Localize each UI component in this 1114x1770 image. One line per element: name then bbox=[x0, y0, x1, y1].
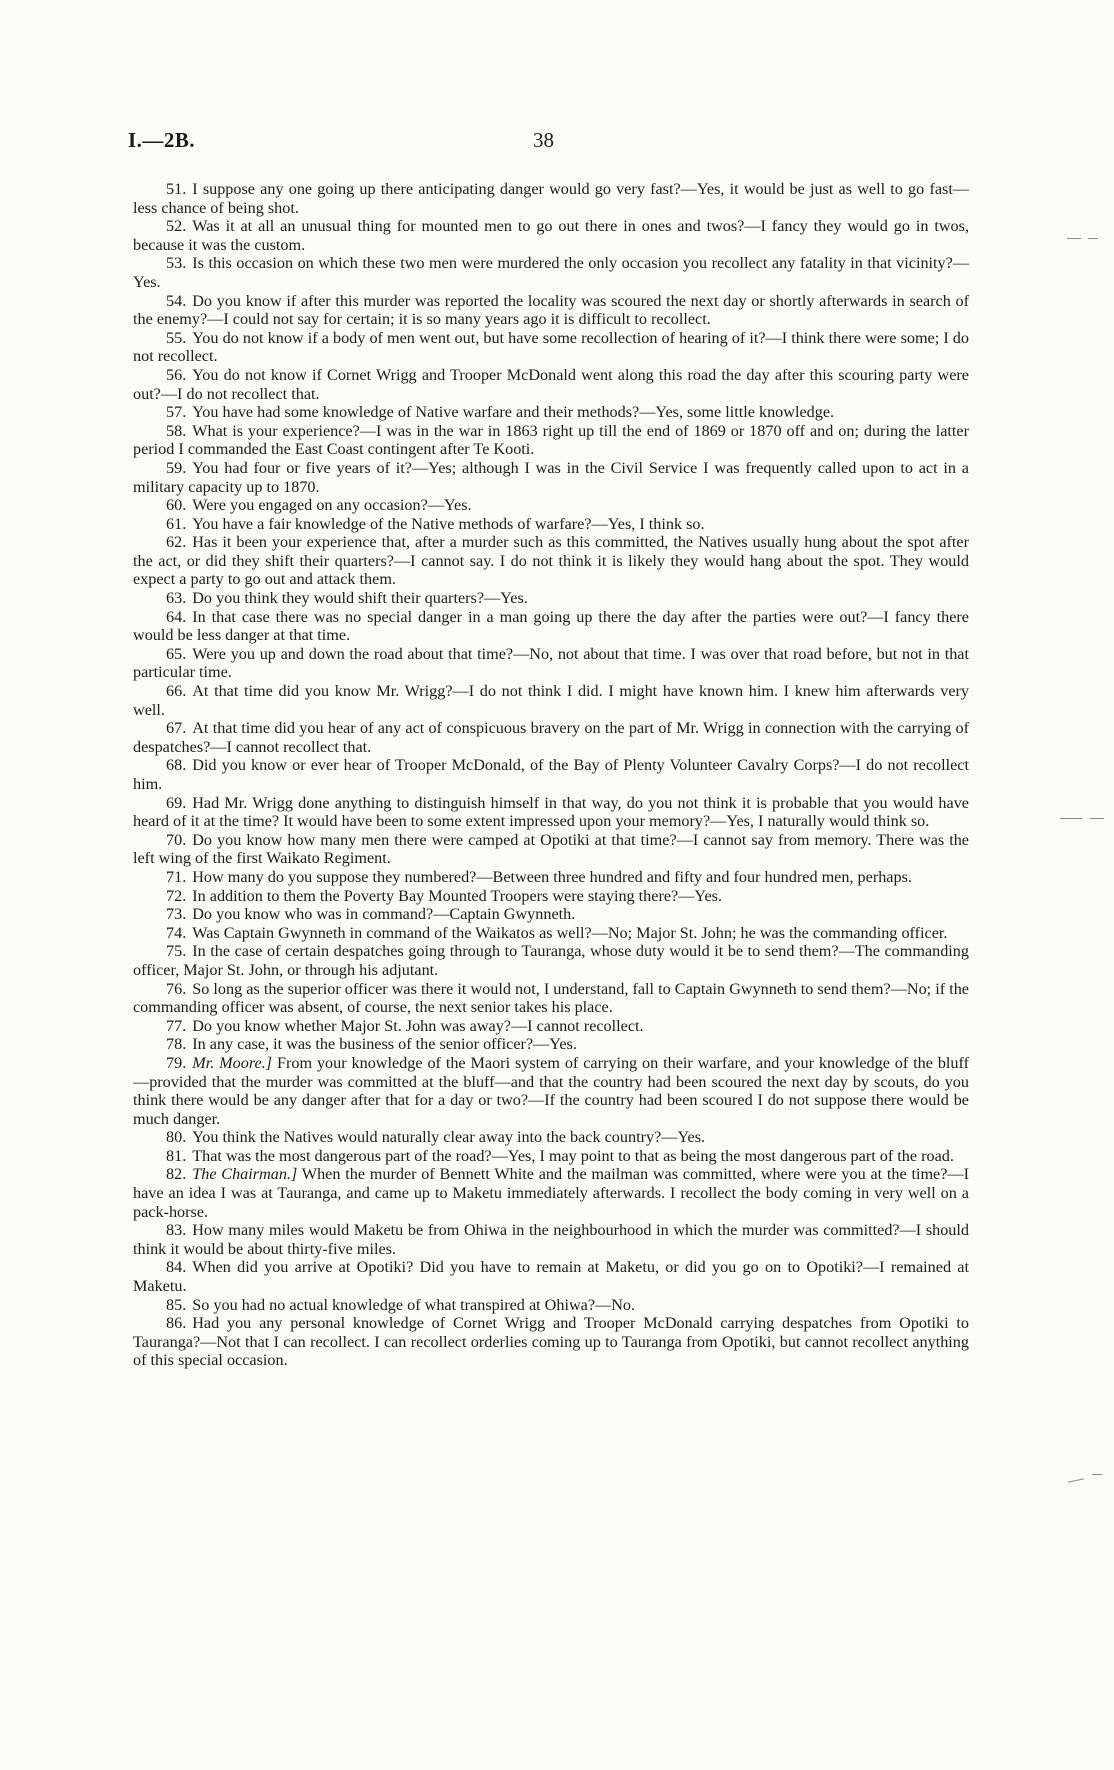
question-answer-text: Has it been your experience that, after a murder such as this committed, the Natives usually hung about the spot after the act, or did they shift their quarters?—I cannot say. I do not think it is likely they would hang about the spot. They would expect a party to go out and attack them. bbox=[133, 533, 969, 589]
question-answer-text: I suppose any one going up there anticipating danger would go very fast?—Yes, it would be just as well to go fast—less chance of being shot. bbox=[133, 180, 969, 217]
question-answer-text: At that time did you know Mr. Wrigg?—I do not think I did. I might have known him. I knew him afterwards very well. bbox=[133, 682, 969, 719]
question-answer-item bbox=[133, 1035, 969, 1054]
question-answer-text: Do you know if after this murder was reported the locality was scoured the next day or shortly afterwards in search of the enemy?—I could not say for certain; it is so many years ago it is difficult to recollect. bbox=[133, 291, 969, 329]
question-number: 83. bbox=[166, 1221, 187, 1240]
question-answer-item bbox=[133, 924, 969, 943]
question-number: 51. bbox=[166, 180, 187, 198]
question-answer-item bbox=[133, 180, 969, 217]
question-number: 68. bbox=[166, 756, 187, 775]
question-answer-item bbox=[133, 1128, 969, 1147]
question-number: 58. bbox=[166, 421, 187, 440]
question-answer-text: How many do you suppose they numbered?—Between three hundred and fifty and four hundred men, perhaps. bbox=[192, 867, 912, 886]
question-answer-text: Had Mr. Wrigg done anything to distinguish himself in that way, do you not think it is probable that you would have heard of it at the time? It would have been to some extent impressed upon your memory?—Yes, I naturally would think so. bbox=[133, 793, 969, 831]
question-answer-item bbox=[133, 868, 969, 887]
question-number: 84. bbox=[166, 1258, 187, 1277]
question-number: 61. bbox=[166, 514, 187, 533]
question-answer-item bbox=[133, 533, 969, 589]
question-answer-text: You have a fair knowledge of the Native methods of warfare?—Yes, I think so. bbox=[192, 514, 705, 533]
margin-scratch bbox=[1092, 1474, 1102, 1475]
question-answer-text: Were you engaged on any occasion?—Yes. bbox=[192, 496, 472, 515]
page-header bbox=[128, 128, 988, 154]
question-answer-text: In that case there was no special danger in a man going up there the day after the parties were out?—I fancy there would be less danger at that time. bbox=[133, 607, 969, 645]
question-number: 78. bbox=[166, 1035, 187, 1054]
question-answer-text: You do not know if Cornet Wrigg and Trooper McDonald went along this road the day after this scouring party were out?—I do not recollect that. bbox=[133, 365, 969, 403]
question-number: 64. bbox=[166, 607, 187, 626]
page-number: 38 bbox=[533, 128, 554, 152]
question-answer-text: In the case of certain despatches going through to Tauranga, whose duty would it be to send them?—The commanding officer, Major St. John, or through his adjutant. bbox=[133, 942, 969, 979]
question-answer-text: When did you arrive at Opotiki? Did you have to remain at Maketu, or did you go on to Opotiki?—I remained at Maketu. bbox=[133, 1258, 969, 1296]
question-answer-item bbox=[133, 496, 969, 515]
question-answer-text: From your knowledge of the Maori system of carrying on their warfare, and your knowledge of the bluff—provided that the murder was committed at the bluff—and that the country had been scoured the next day by scouts, do you think there would be any danger after that for a day or two?—If the country had been scoured I do not suppose there would be much danger. bbox=[133, 1053, 970, 1128]
question-answer-item bbox=[133, 459, 969, 496]
question-answer-text: What is your experience?—I was in the war in 1863 right up till the end of 1869 or 1870 off and on; during the latter period I commanded the East Coast contingent after Te Kooti. bbox=[133, 421, 969, 459]
question-number: 73. bbox=[166, 905, 187, 924]
question-number: 80. bbox=[166, 1128, 187, 1147]
question-answer-text: Do you think they would shift their quarters?—Yes. bbox=[192, 589, 528, 608]
question-answer-item bbox=[133, 292, 969, 329]
question-answer-item bbox=[133, 719, 969, 756]
margin-scratch bbox=[1068, 1478, 1084, 1482]
question-number: 67. bbox=[166, 719, 187, 738]
question-number: 59. bbox=[166, 458, 187, 477]
question-answer-item bbox=[133, 1147, 969, 1166]
question-number: 55. bbox=[166, 328, 187, 347]
speaker-label: Mr. Moore.] bbox=[192, 1053, 273, 1072]
question-number: 72. bbox=[166, 886, 187, 905]
question-answer-text: Had you any personal knowledge of Cornet Wrigg and Trooper McDonald carrying despatches from Opotiki to Tauranga?—Not that I can recollect. I can recollect orderlies coming up to Tauranga from Opotiki, but cannot recollect anything of this special occasion. bbox=[133, 1314, 969, 1370]
question-number: 60. bbox=[166, 496, 187, 515]
question-number: 62. bbox=[166, 533, 187, 552]
speaker-label: The Chairman.] bbox=[192, 1165, 298, 1184]
question-answer-text: Did you know or ever hear of Trooper McDonald, of the Bay of Plenty Volunteer Cavalry Corps?—I do not recollect him. bbox=[133, 756, 969, 793]
question-answer-item bbox=[133, 329, 969, 366]
margin-scratch bbox=[1088, 238, 1098, 239]
question-answer-item bbox=[133, 403, 969, 422]
question-number: 86. bbox=[166, 1314, 187, 1333]
question-number: 65. bbox=[166, 644, 187, 663]
question-answer-item bbox=[133, 905, 969, 924]
question-answer-item bbox=[133, 1165, 969, 1221]
question-answer-item bbox=[133, 794, 969, 831]
question-answer-text: In addition to them the Poverty Bay Mounted Troopers were staying there?—Yes. bbox=[192, 886, 723, 905]
question-number: 74. bbox=[166, 923, 187, 942]
question-answer-text: In any case, it was the business of the senior officer?—Yes. bbox=[192, 1035, 577, 1054]
question-answer-item bbox=[133, 1054, 969, 1128]
question-answer-text: You had four or five years of it?—Yes; although I was in the Civil Service I was frequently called upon to act in a military capacity up to 1870. bbox=[133, 458, 969, 496]
question-number: 81. bbox=[166, 1146, 187, 1165]
question-answer-text: Was it at all an unusual thing for mounted men to go out there in ones and twos?—I fancy they would go in twos, because it was the custom. bbox=[133, 217, 969, 254]
question-answer-text: So long as the superior officer was there it would not, I understand, fall to Captain Gwynneth to send them?—No; if the commanding officer was absent, of course, the next senior takes his place. bbox=[133, 979, 969, 1017]
question-answer-item bbox=[133, 1296, 969, 1315]
question-number: 69. bbox=[166, 793, 187, 812]
question-answer-item bbox=[133, 887, 969, 906]
question-answer-text: Is this occasion on which these two men were murdered the only occasion you recollect any fatality in that vicinity?—Yes. bbox=[133, 254, 969, 291]
question-answer-item bbox=[133, 366, 969, 403]
question-answer-item bbox=[133, 645, 969, 682]
margin-scratch bbox=[1067, 238, 1081, 239]
question-answer-text: Do you know who was in command?—Captain Gwynneth. bbox=[192, 905, 576, 924]
question-answer-item bbox=[133, 1017, 969, 1036]
question-number: 76. bbox=[166, 979, 187, 998]
question-answer-item bbox=[133, 254, 969, 291]
question-answer-text: Was Captain Gwynneth in command of the Waikatos as well?—No; Major St. John; he was the commanding officer. bbox=[192, 923, 948, 942]
question-number: 79. bbox=[166, 1053, 187, 1072]
question-answer-text: At that time did you hear of any act of conspicuous bravery on the part of Mr. Wrigg in connection with the carrying of despatches?—I cannot recollect that. bbox=[133, 719, 969, 756]
question-number: 75. bbox=[166, 942, 187, 961]
question-number: 85. bbox=[166, 1295, 187, 1314]
question-number: 52. bbox=[166, 217, 187, 236]
question-answer-item bbox=[133, 1314, 969, 1370]
question-answer-text: Do you know whether Major St. John was away?—I cannot recollect. bbox=[192, 1016, 644, 1035]
question-answer-item bbox=[133, 608, 969, 645]
question-answer-text: That was the most dangerous part of the road?—Yes, I may point to that as being the most dangerous part of the road. bbox=[192, 1146, 954, 1165]
question-number: 57. bbox=[166, 403, 187, 422]
question-answer-item bbox=[133, 942, 969, 979]
question-answer-text: How many miles would Maketu be from Ohiwa in the neighbourhood in which the murder was committed?—I should think it would be about thirty-five miles. bbox=[133, 1221, 969, 1258]
question-number: 53. bbox=[166, 254, 187, 273]
question-number: 66. bbox=[166, 682, 187, 701]
question-answer-text: So you had no actual knowledge of what transpired at Ohiwa?—No. bbox=[192, 1295, 636, 1314]
question-number: 54. bbox=[166, 291, 187, 310]
question-answer-item bbox=[133, 682, 969, 719]
question-answer-item bbox=[133, 422, 969, 459]
question-answer-text: You think the Natives would naturally clear away into the back country?—Yes. bbox=[192, 1128, 706, 1147]
margin-scratch bbox=[1090, 818, 1104, 819]
question-number: 77. bbox=[166, 1016, 187, 1035]
testimony-body bbox=[133, 180, 969, 1370]
question-answer-item bbox=[133, 217, 969, 254]
question-answer-item bbox=[133, 515, 969, 534]
question-answer-item bbox=[133, 589, 969, 608]
question-answer-item bbox=[133, 831, 969, 868]
question-answer-text: Do you know how many men there were camped at Opotiki at that time?—I cannot say from memory. There was the left wing of the first Waikato Regiment. bbox=[133, 830, 969, 868]
question-number: 71. bbox=[166, 867, 187, 886]
margin-marks bbox=[1068, 0, 1114, 1770]
question-answer-text: When the murder of Bennett White and the mailman was committed, where were you at the time?—I have an idea I was at Tauranga, and came up to Maketu immediately afterwards. I recollect the body coming in very well on a pack-horse. bbox=[133, 1165, 969, 1221]
question-answer-text: You do not know if a body of men went out, but have some recollection of hearing of it?—I think there were some; I do not recollect. bbox=[133, 328, 969, 366]
question-answer-item bbox=[133, 1221, 969, 1258]
question-answer-item bbox=[133, 756, 969, 793]
question-answer-item bbox=[133, 1258, 969, 1295]
question-answer-item bbox=[133, 980, 969, 1017]
question-answer-text: You have had some knowledge of Native warfare and their methods?—Yes, some little knowledge. bbox=[192, 403, 835, 422]
question-number: 63. bbox=[166, 589, 187, 608]
question-answer-text: Were you up and down the road about that time?—No, not about that time. I was over that road before, but not in that particular time. bbox=[133, 644, 969, 682]
question-number: 70. bbox=[166, 830, 187, 849]
margin-scratch bbox=[1060, 818, 1082, 819]
question-number: 82. bbox=[166, 1165, 187, 1184]
document-reference: I.—2B. bbox=[128, 128, 196, 152]
question-number: 56. bbox=[166, 365, 187, 384]
